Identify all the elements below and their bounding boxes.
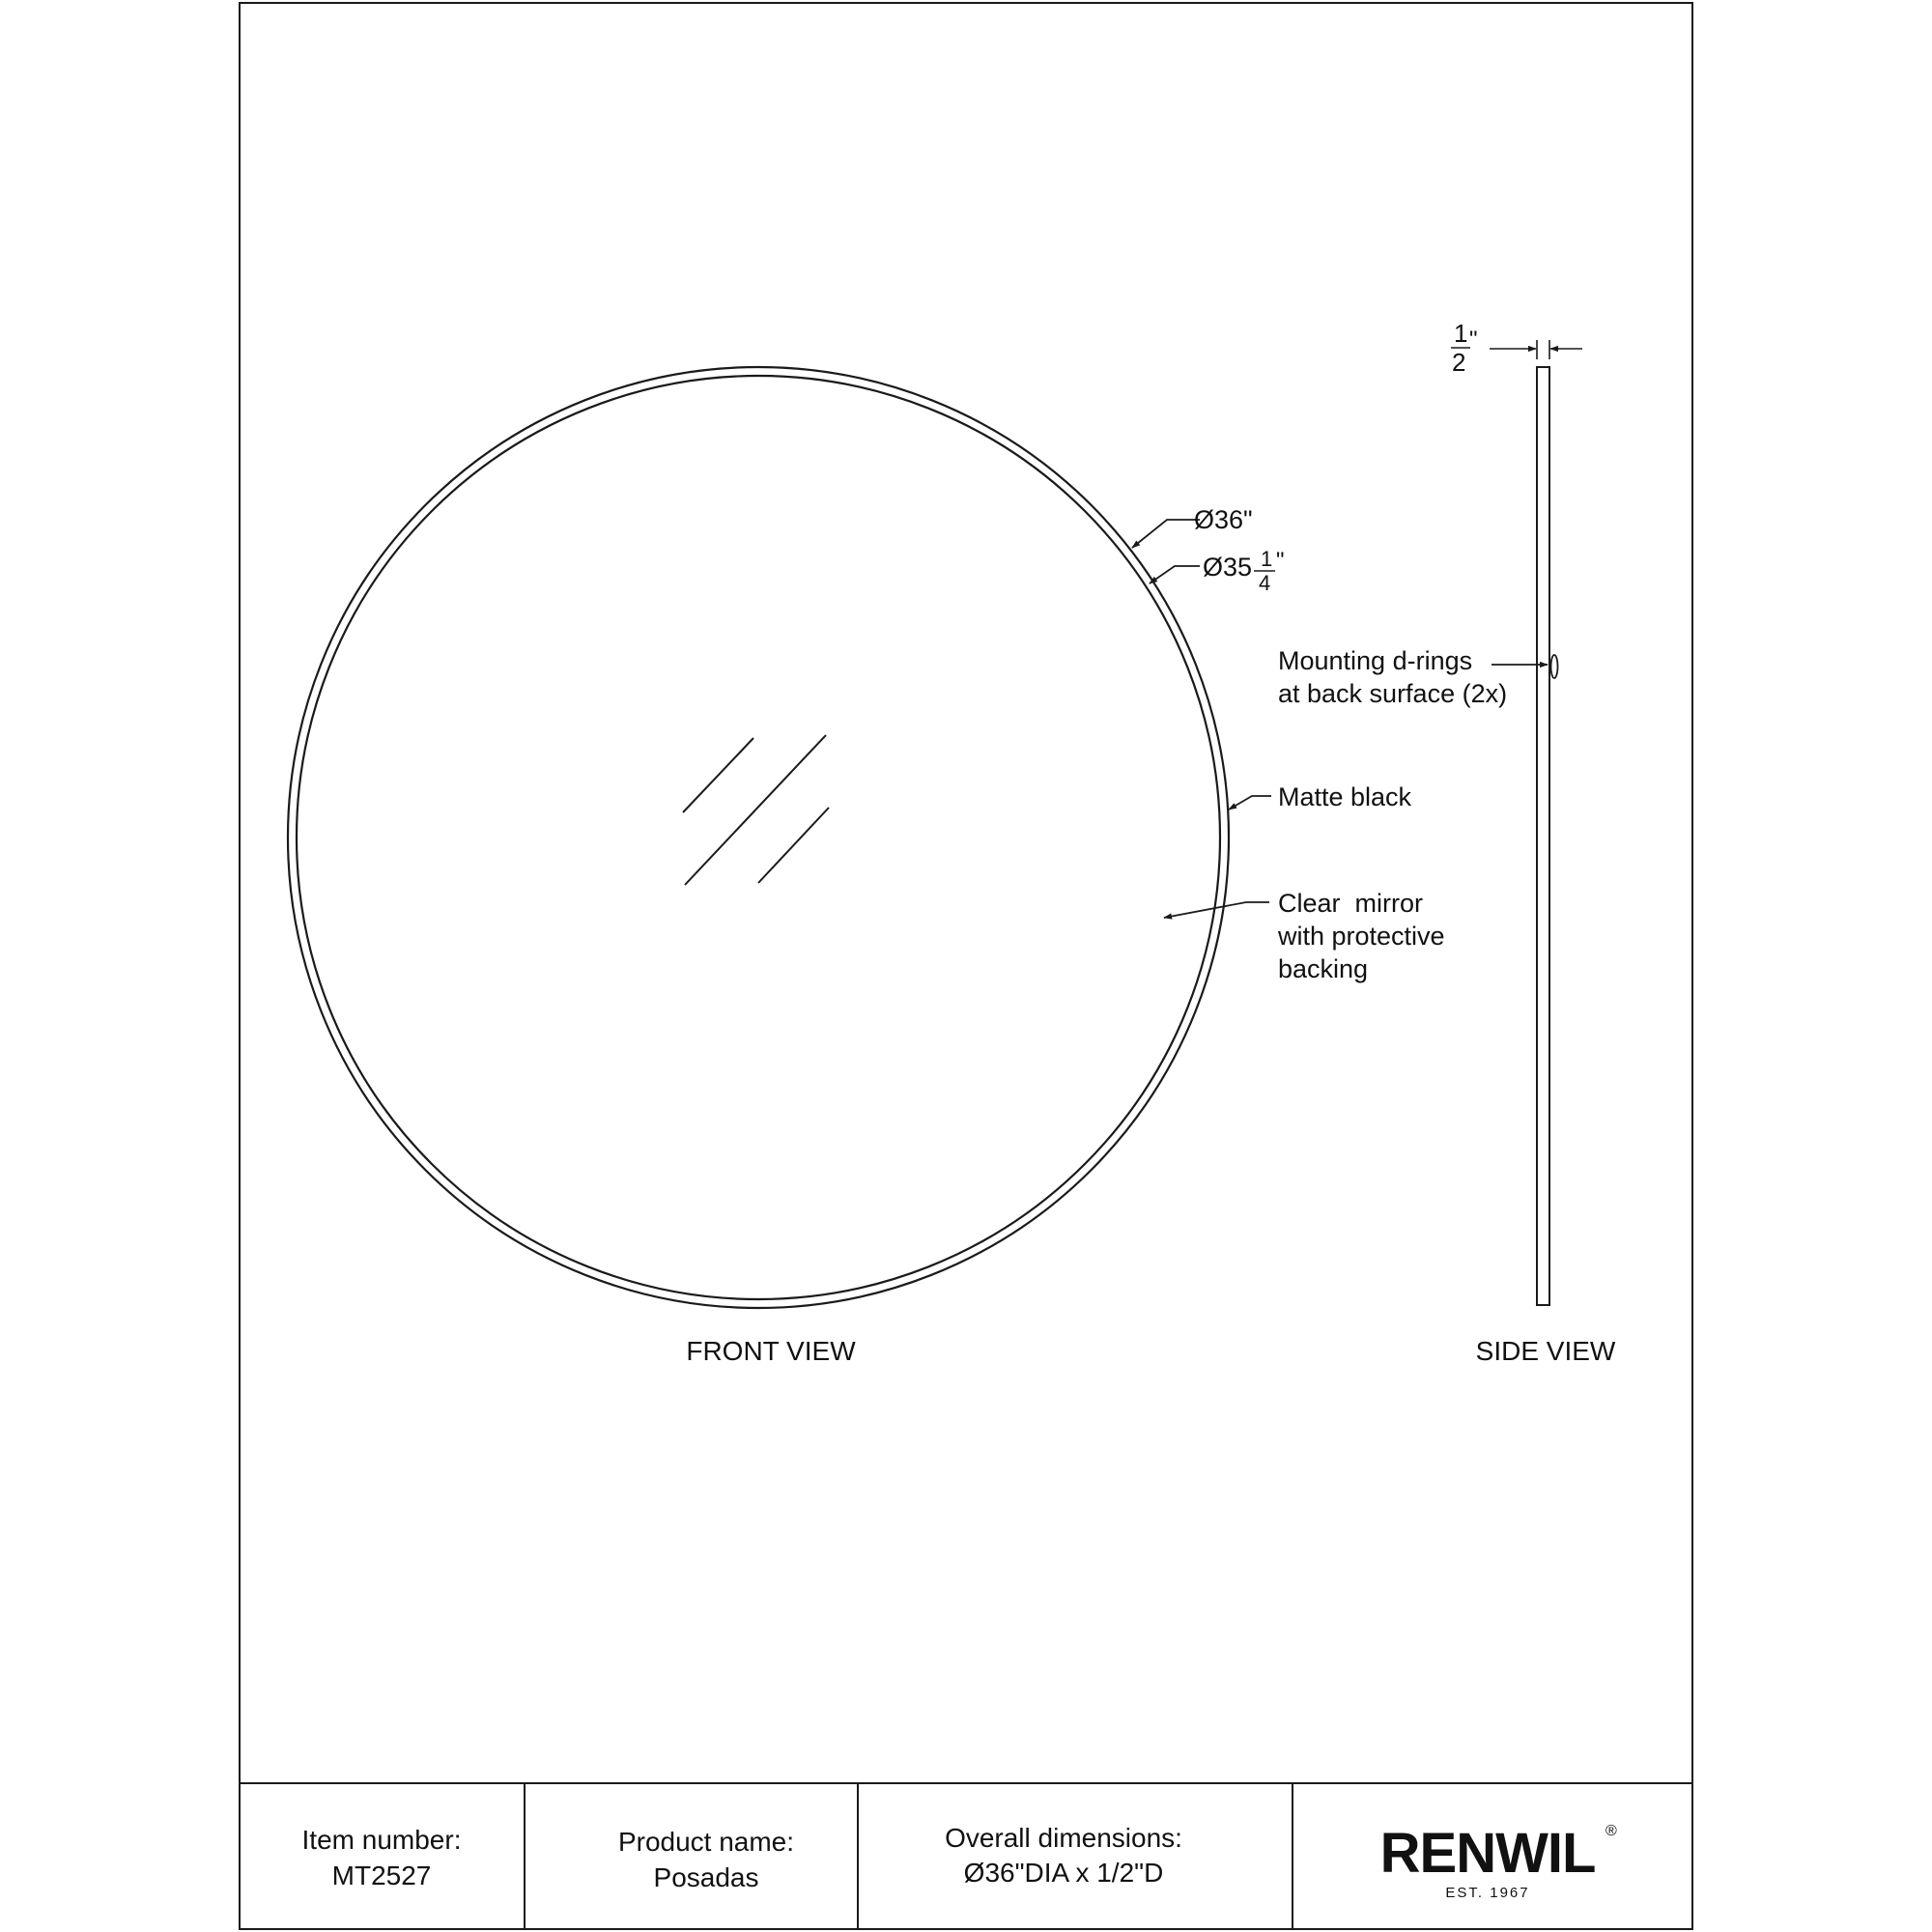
inner-diameter-label: Ø35 (1203, 553, 1253, 582)
item-number-value: MT2527 (331, 1861, 432, 1890)
mirror-callout (1164, 889, 1445, 983)
depth-unit: " (1469, 327, 1478, 353)
mirror-reflection-icon (683, 735, 829, 885)
frame-finish-leader (1229, 796, 1271, 810)
d-ring-callout (1278, 646, 1548, 708)
side-view (1278, 319, 1616, 1366)
title-block (240, 1783, 1692, 1929)
mirror-inner-circle (297, 376, 1220, 1299)
mirror-callout-line-1: Clear mirror (1278, 889, 1424, 918)
depth-fraction-den: 2 (1452, 348, 1466, 377)
dimensions-value: Ø36"DIA x 1/2"D (963, 1858, 1164, 1888)
outer-diameter-label: Ø36" (1194, 505, 1253, 534)
mirror-callout-line-3: backing (1278, 954, 1369, 983)
side-view-title: SIDE VIEW (1475, 1336, 1616, 1366)
brand-established: EST. 1967 (1445, 1885, 1530, 1901)
outer-diameter-callout (1132, 505, 1253, 548)
product-name-label: Product name: (617, 1827, 795, 1857)
dimensions-label: Overall dimensions: (945, 1823, 1182, 1853)
brand-logo (1380, 1822, 1617, 1901)
depth-fraction-num: 1 (1454, 319, 1468, 348)
item-number-cell (302, 1825, 462, 1890)
front-view-title: FRONT VIEW (686, 1336, 856, 1366)
d-ring-callout-line-1: Mounting d-rings (1278, 646, 1473, 675)
drawing-border (240, 3, 1692, 1929)
brand-registered-mark: ® (1605, 1823, 1617, 1839)
outer-diameter-leader (1132, 520, 1200, 548)
side-profile (1537, 367, 1549, 1305)
frame-finish-callout (1229, 782, 1412, 811)
depth-dimension (1451, 319, 1582, 377)
front-view (288, 367, 1445, 1366)
inner-diameter-leader (1150, 566, 1200, 583)
item-number-label: Item number: (301, 1825, 462, 1855)
product-name-cell (618, 1827, 794, 1892)
inner-diameter-fraction-num: 1 (1261, 547, 1273, 571)
product-name-value: Posadas (653, 1862, 759, 1892)
mirror-leader (1164, 902, 1269, 918)
dimensions-cell (945, 1823, 1182, 1888)
mirror-callout-line-2: with protective (1278, 922, 1445, 951)
d-ring-callout-line-2: at back surface (2x) (1278, 679, 1508, 708)
d-ring-icon (1551, 655, 1558, 678)
frame-finish-label: Matte black (1278, 782, 1412, 811)
inner-diameter-unit: " (1276, 548, 1285, 574)
frame-outer-circle (288, 367, 1229, 1308)
inner-diameter-fraction-den: 4 (1259, 571, 1271, 595)
inner-diameter-callout (1150, 547, 1285, 595)
brand-wordmark: RENWIL (1379, 1822, 1596, 1885)
